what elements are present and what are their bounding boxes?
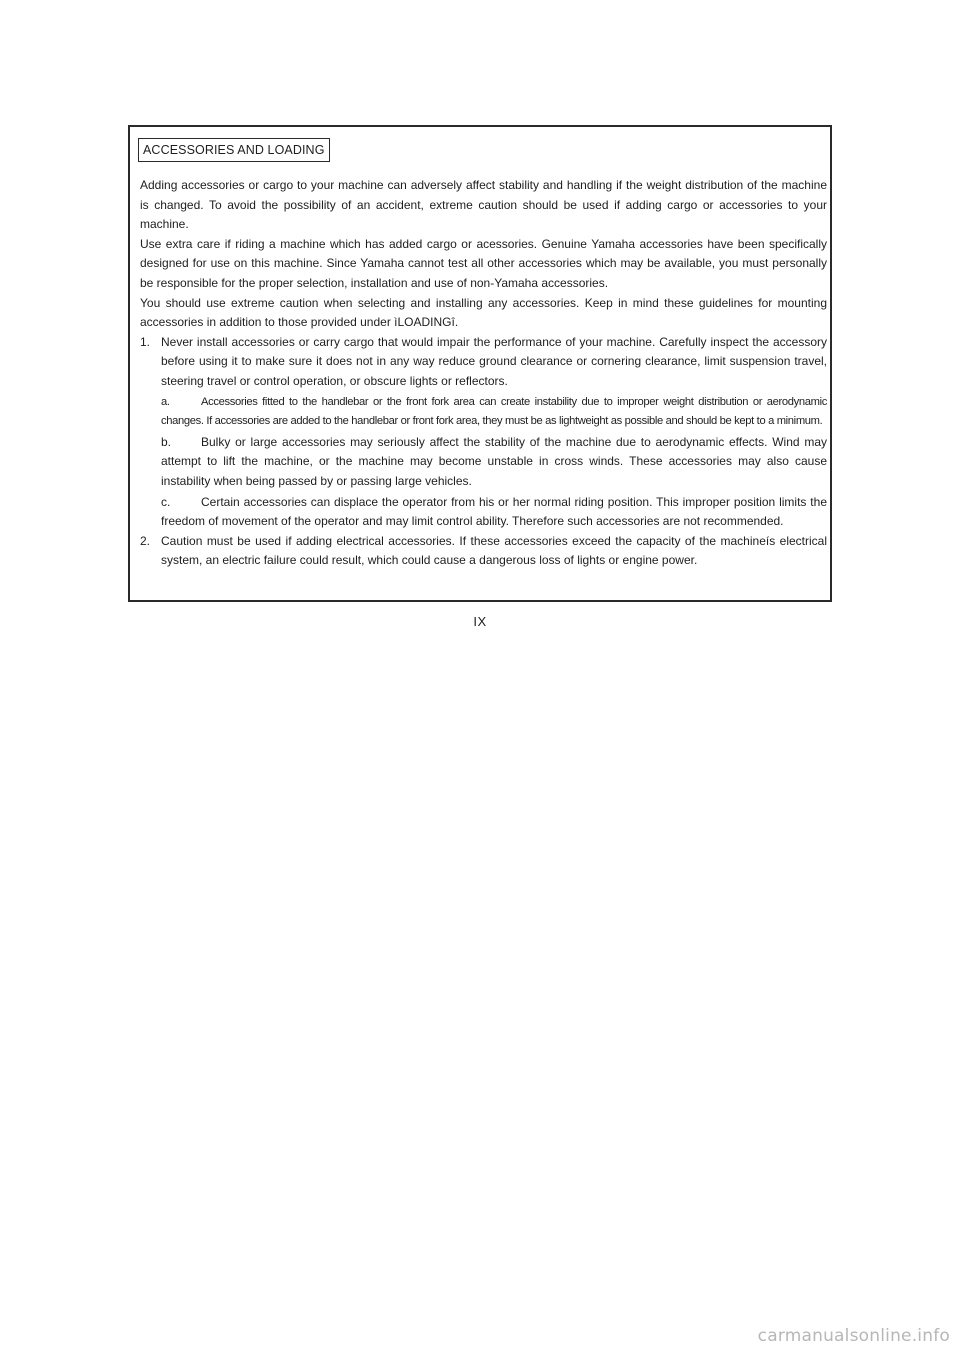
sub-item-c [140, 493, 827, 532]
sub-item-letter: a. [161, 395, 170, 408]
sub-item-a [140, 393, 827, 432]
list-number: 1. [140, 334, 151, 349]
watermark: carmanualsonline.info [757, 1326, 950, 1346]
paragraph: You should use extreme caution when selecting and installing any accessories. Keep in mind these guidelines for mounting accessories in addition to those provided under ìLOADINGî. [140, 295, 827, 330]
page-number: IX [473, 614, 487, 629]
section-frame [128, 125, 832, 602]
sub-item-letter: b. [161, 434, 172, 449]
list-item-text: Never install accessories or carry cargo that would impair the performance of your machine. Carefully inspect the accessory before using it to make sure it does not in any way reduce ground clearance or cornering clearance, limit suspension travel, steering travel or control operation, or obscure lights or reflectors. [161, 334, 827, 388]
sub-item-text: Certain accessories can displace the operator from his or her normal riding position. This improper position limits the freedom of movement of the operator and may limit control ability. Therefore such accessories are not recommended. [161, 494, 827, 529]
sub-item-b [140, 433, 827, 492]
list-item-text: Caution must be used if adding electrical accessories. If these accessories exceed the capacity of the machineís electrical system, an electric failure could result, which could cause a dangerous loss of lights or engine power. [161, 533, 827, 568]
section-heading: ACCESSORIES AND LOADING [138, 138, 330, 162]
section-content [140, 176, 827, 571]
list-item-2 [140, 532, 827, 571]
sub-item-text: Accessories fitted to the handlebar or the front fork area can create instability due to improper weight distribution or aerodynamic changes. If accessories are added to the handlebar or front fork area, they must be as lightweight as possible and should be kept to a minimum. [161, 395, 827, 428]
paragraph: Use extra care if riding a machine which has added cargo or acessories. Genuine Yamaha accessories have been specifically designed for use on this machine. Since Yamaha cannot test all other accessories which may be available, you must personally be responsible for the proper selection, installation and use of non-Yamaha accessories. [140, 236, 827, 290]
paragraph: Adding accessories or cargo to your machine can adversely affect stability and handling if the weight distribution of the machine is changed. To avoid the possibility of an accident, extreme caution should be used if adding cargo or accessories to your machine. [140, 178, 827, 232]
list-number: 2. [140, 533, 151, 548]
list-item-1 [140, 333, 827, 392]
sub-item-letter: c. [161, 494, 171, 509]
sub-item-text: Bulky or large accessories may seriously affect the stability of the machine due to aerodynamic effects. Wind may attempt to lift the machine, or the machine may become unstable in cross winds. These accessories may also cause instability when being passed by or passing large vehicles. [161, 434, 827, 488]
